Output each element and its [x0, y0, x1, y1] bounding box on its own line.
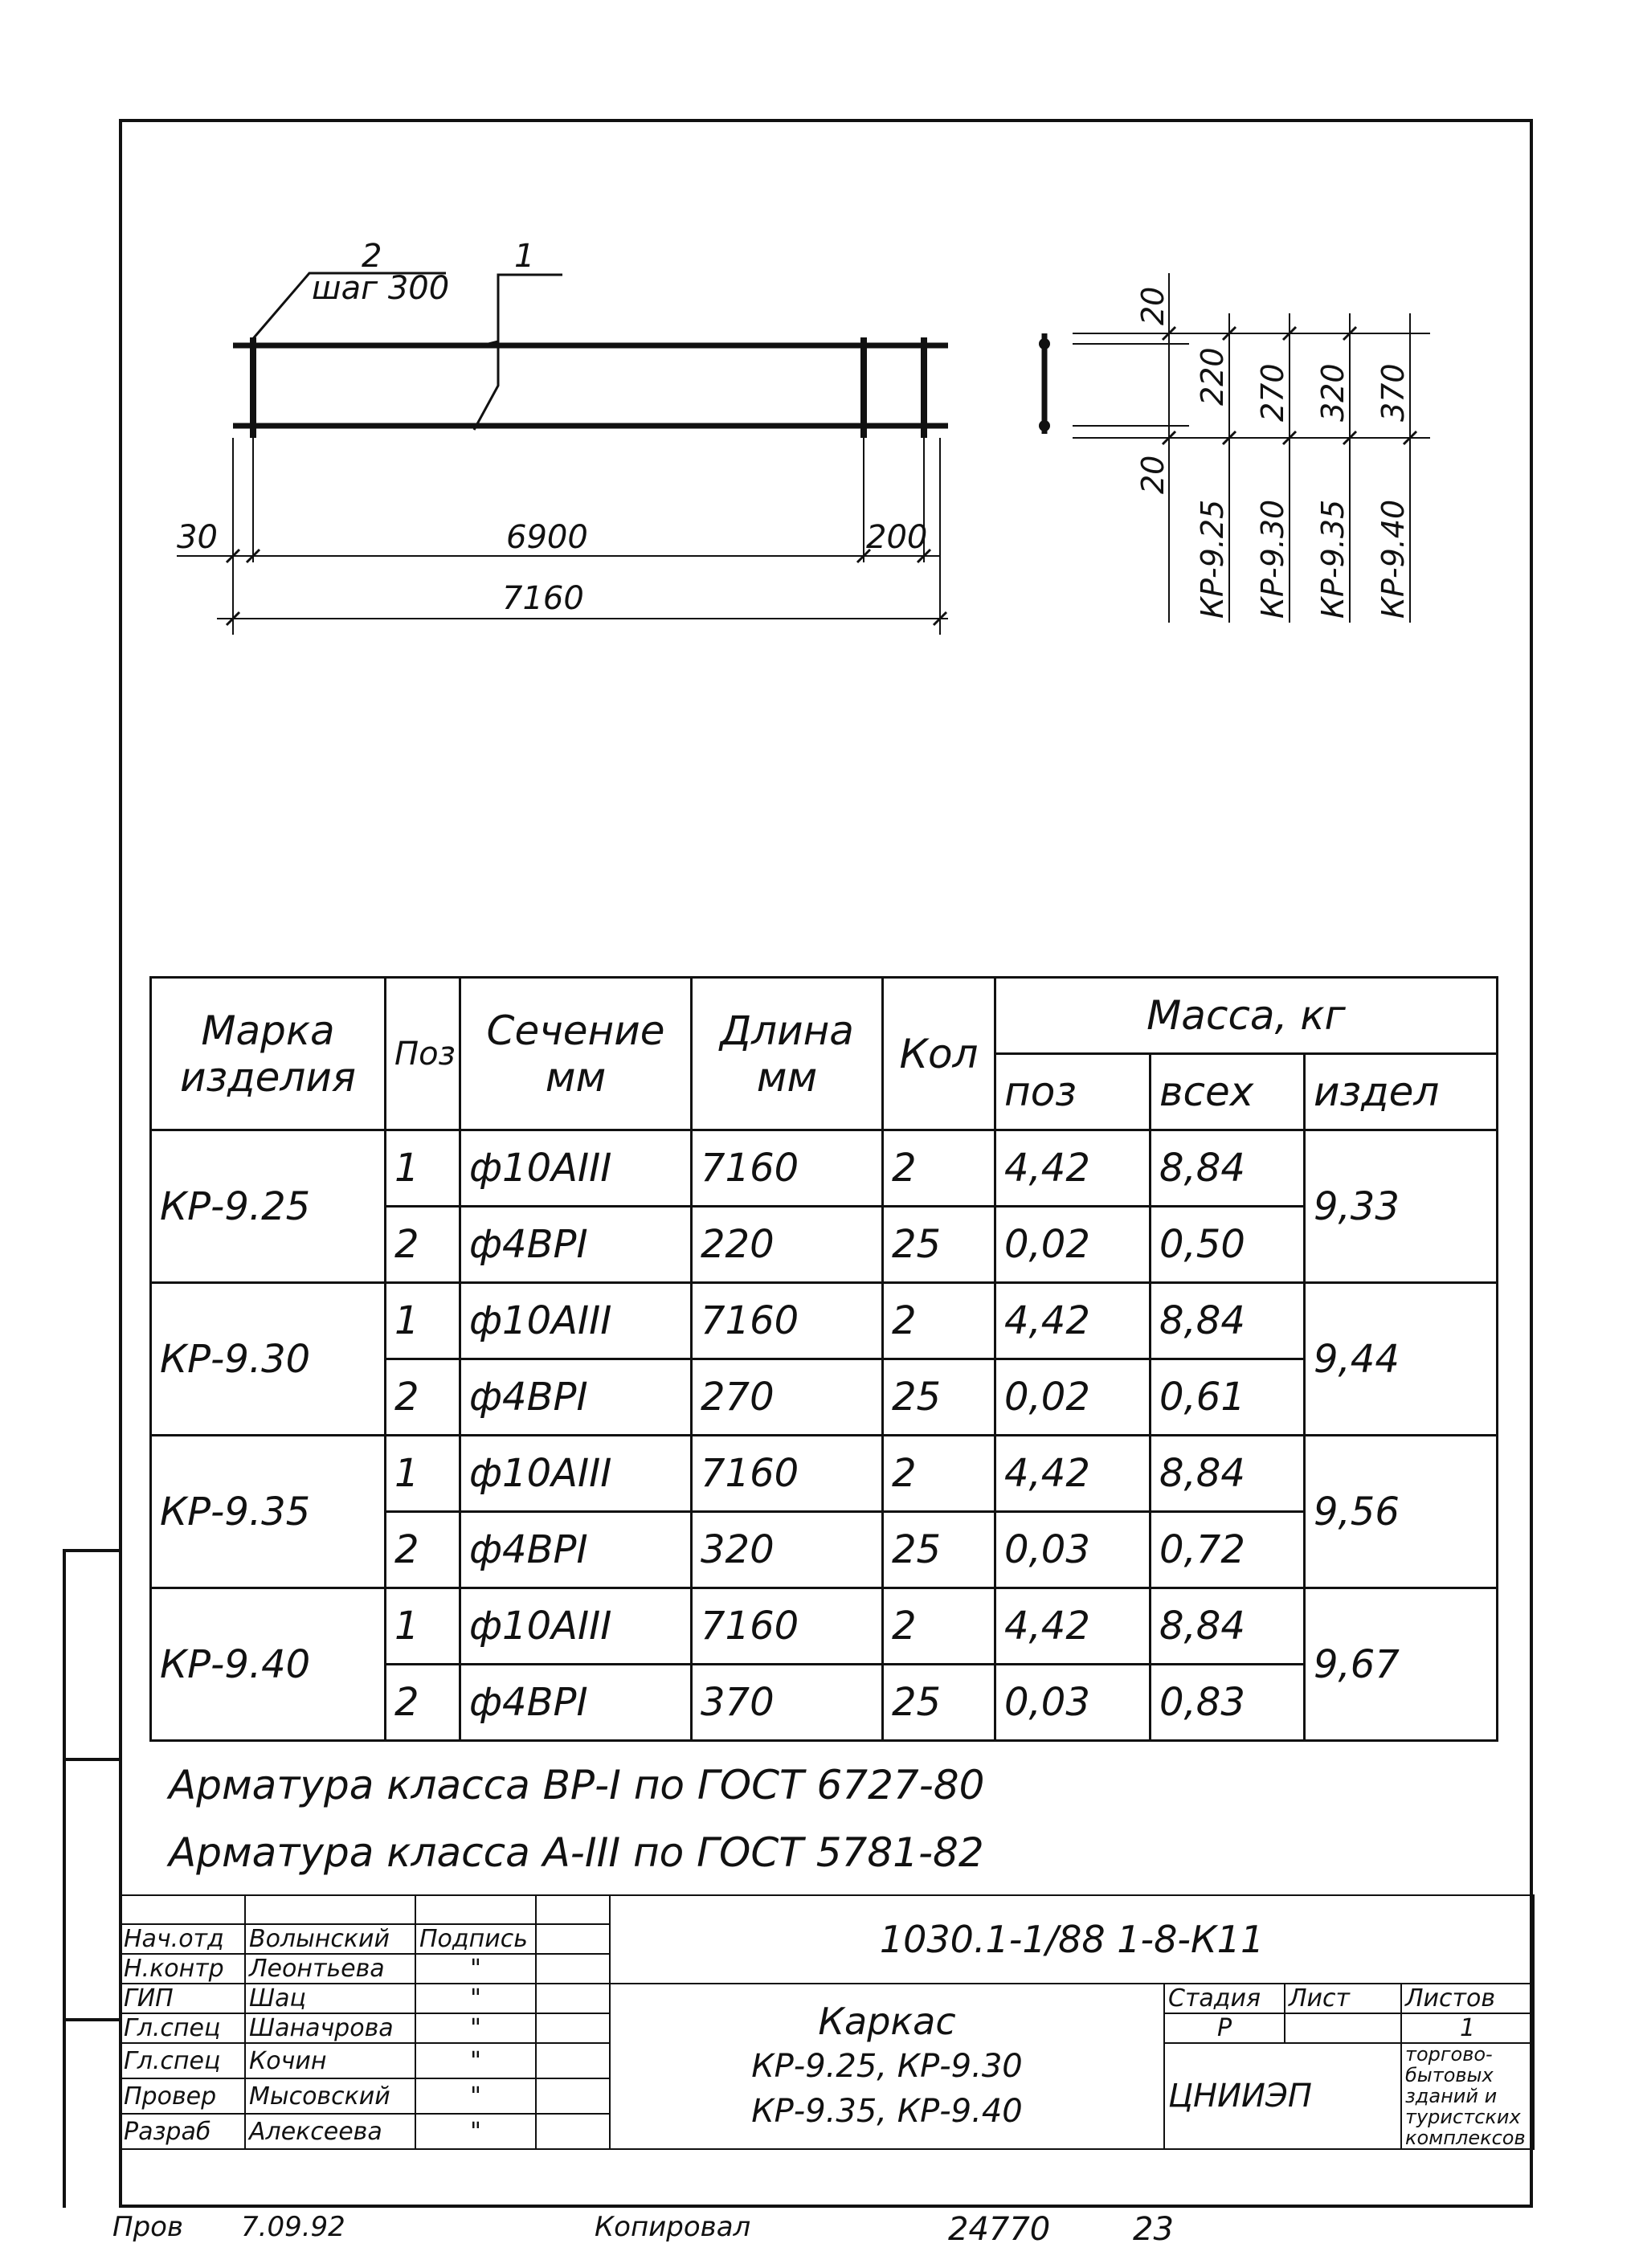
section-cell: ф4ВРI — [460, 1512, 692, 1588]
left-sidebar-stamp — [63, 1549, 119, 2208]
mass-item-cell: 9,56 — [1305, 1436, 1498, 1588]
stamp-role: Разраб — [120, 2114, 245, 2149]
qty-cell: 25 — [883, 1359, 995, 1436]
qty-cell: 25 — [883, 1665, 995, 1741]
stage-value: Р — [1164, 2013, 1285, 2043]
length-cell: 7160 — [692, 1588, 883, 1665]
header-mass-item: издел — [1305, 1054, 1498, 1130]
header-mass: Масса, кг — [995, 978, 1498, 1054]
organization-description: торгово-бытовых зданий и туристских комплексов — [1401, 2043, 1534, 2149]
drawing-subtitle: КР-9.35, КР-9.40 — [751, 2093, 1023, 2130]
mass-pos-cell: 4,42 — [995, 1588, 1151, 1665]
section-cell: ф10АIII — [460, 1588, 692, 1665]
sheets-label: Листов — [1401, 1984, 1534, 2013]
section-dim-top: 20 — [1135, 286, 1171, 325]
header-section: Сечение мм — [460, 978, 692, 1130]
qty-cell: 25 — [883, 1207, 995, 1283]
note-line: Арматура класса ВР-I по ГОСТ 6727-80 — [169, 1762, 985, 1808]
stamp-sign: " — [415, 2013, 536, 2043]
mass-all-cell: 0,83 — [1151, 1665, 1305, 1741]
stamp-role: Провер — [120, 2078, 245, 2114]
mark-cell: КР-9.35 — [151, 1436, 386, 1588]
dim-right: 200 — [866, 519, 928, 556]
stamp-role: Гл.спец — [120, 2013, 245, 2043]
stamp-name: Шац — [245, 1984, 415, 2013]
header-mass-all: всех — [1151, 1054, 1305, 1130]
cross-section-drawing — [0, 0, 1639, 723]
header-mark: Марка изделия — [151, 978, 386, 1130]
mark-cell: КР-9.30 — [151, 1283, 386, 1436]
header-pos: Поз — [386, 978, 460, 1130]
dim-total: 7160 — [502, 580, 584, 617]
footer-copied: Копировал — [595, 2211, 751, 2243]
pos-cell: 2 — [386, 1359, 460, 1436]
stamp-name: Кочин — [245, 2043, 415, 2078]
drawing-title-cell — [610, 1984, 1164, 2149]
stamp-role: Гл.спец — [120, 2043, 245, 2078]
callout-pos1: 1 — [514, 238, 535, 275]
mass-all-cell: 8,84 — [1151, 1283, 1305, 1359]
pos-cell: 1 — [386, 1283, 460, 1359]
stamp-sign: " — [415, 2043, 536, 2078]
mass-pos-cell: 0,02 — [995, 1359, 1151, 1436]
drawing-subtitle: КР-9.25, КР-9.30 — [751, 2048, 1023, 2085]
pos-cell: 2 — [386, 1512, 460, 1588]
notes — [169, 1751, 984, 1886]
mark-cell: КР-9.25 — [151, 1130, 386, 1283]
header-length: Длина мм — [692, 978, 883, 1130]
mass-item-cell: 9,44 — [1305, 1283, 1498, 1436]
length-cell: 7160 — [692, 1283, 883, 1359]
callout-step: шаг 300 — [312, 270, 450, 307]
sheet-label: Лист — [1285, 1984, 1401, 2013]
mark-cell: КР-9.40 — [151, 1588, 386, 1741]
mass-pos-cell: 0,03 — [995, 1665, 1151, 1741]
mass-pos-cell: 4,42 — [995, 1130, 1151, 1207]
table-row — [151, 1283, 1498, 1359]
section-cell: ф4ВРI — [460, 1359, 692, 1436]
stamp-name: Волынский — [245, 1924, 415, 1954]
stamp-sign: " — [415, 1984, 536, 2013]
section-dim-bottom: 20 — [1135, 455, 1171, 494]
stamp-sign: " — [415, 2078, 536, 2114]
section-dim: 220 — [1195, 347, 1230, 406]
length-cell: 320 — [692, 1512, 883, 1588]
callout-pos2: 2 — [362, 238, 382, 275]
footer-date: 7.09.92 — [241, 2211, 345, 2243]
mass-all-cell: 0,72 — [1151, 1512, 1305, 1588]
footer-number: 24770 — [948, 2211, 1051, 2248]
section-cell: ф10АIII — [460, 1130, 692, 1207]
header-mass-pos: поз — [995, 1054, 1151, 1130]
stamp-name: Алексеева — [245, 2114, 415, 2149]
header-qty: Кол — [883, 978, 995, 1130]
dim-middle: 6900 — [506, 519, 588, 556]
section-mark: КР-9.25 — [1195, 499, 1230, 619]
footer-page: 23 — [1133, 2211, 1174, 2248]
section-mark: КР-9.35 — [1315, 499, 1351, 619]
sidebar-divider — [66, 2018, 122, 2021]
length-cell: 7160 — [692, 1130, 883, 1207]
stamp-name: Мысовский — [245, 2078, 415, 2114]
sheet-value — [1285, 2013, 1401, 2043]
organization: ЦНИИЭП — [1164, 2043, 1401, 2149]
mass-item-cell: 9,67 — [1305, 1588, 1498, 1741]
note-line: Арматура класса А-III по ГОСТ 5781-82 — [169, 1829, 984, 1876]
section-cell: ф4ВРI — [460, 1207, 692, 1283]
section-cell: ф4ВРI — [460, 1665, 692, 1741]
mass-all-cell: 8,84 — [1151, 1588, 1305, 1665]
table-row — [151, 1436, 1498, 1512]
mass-all-cell: 8,84 — [1151, 1130, 1305, 1207]
mass-pos-cell: 4,42 — [995, 1283, 1151, 1359]
pos-cell: 1 — [386, 1130, 460, 1207]
stamp-role: Н.контр — [120, 1954, 245, 1984]
mass-pos-cell: 0,03 — [995, 1512, 1151, 1588]
pos-cell: 2 — [386, 1207, 460, 1283]
cross-section-svg — [0, 0, 1639, 723]
mass-pos-cell: 0,02 — [995, 1207, 1151, 1283]
drawing-title: Каркас — [818, 2000, 956, 2043]
length-cell: 7160 — [692, 1436, 883, 1512]
table-row — [151, 1130, 1498, 1207]
mass-all-cell: 8,84 — [1151, 1436, 1305, 1512]
footer-left: Пров — [112, 2211, 183, 2243]
pos-cell: 1 — [386, 1588, 460, 1665]
title-block — [119, 1894, 1535, 2150]
length-cell: 270 — [692, 1359, 883, 1436]
qty-cell: 2 — [883, 1130, 995, 1207]
section-mark: КР-9.30 — [1255, 499, 1290, 619]
stage-label: Стадия — [1164, 1984, 1285, 2013]
sidebar-divider — [66, 1758, 122, 1761]
section-dim: 370 — [1375, 363, 1411, 422]
length-cell: 220 — [692, 1207, 883, 1283]
mass-all-cell: 0,61 — [1151, 1359, 1305, 1436]
sheets-value: 1 — [1401, 2013, 1534, 2043]
length-cell: 370 — [692, 1665, 883, 1741]
stamp-role: ГИП — [120, 1984, 245, 2013]
mass-item-cell: 9,33 — [1305, 1130, 1498, 1283]
specification-table — [149, 976, 1498, 1742]
dim-left: 30 — [177, 519, 218, 556]
stamp-name: Шаначрова — [245, 2013, 415, 2043]
section-dim: 320 — [1315, 363, 1351, 422]
table-row — [151, 1588, 1498, 1665]
qty-cell: 2 — [883, 1588, 995, 1665]
qty-cell: 2 — [883, 1283, 995, 1359]
signature-header: Подпись — [415, 1924, 536, 1954]
section-mark: КР-9.40 — [1375, 499, 1411, 619]
mass-pos-cell: 4,42 — [995, 1436, 1151, 1512]
pos-cell: 2 — [386, 1665, 460, 1741]
mass-all-cell: 0,50 — [1151, 1207, 1305, 1283]
section-dim: 270 — [1255, 363, 1290, 422]
stamp-sign: " — [415, 1954, 536, 1984]
qty-cell: 25 — [883, 1512, 995, 1588]
pos-cell: 1 — [386, 1436, 460, 1512]
section-cell: ф10АIII — [460, 1436, 692, 1512]
stamp-sign: " — [415, 2114, 536, 2149]
drawing-code: 1030.1-1/88 1-8-К11 — [610, 1895, 1534, 1984]
stamp-role: Нач.отд — [120, 1924, 245, 1954]
section-cell: ф10АIII — [460, 1283, 692, 1359]
stamp-name: Леонтьева — [245, 1954, 415, 1984]
qty-cell: 2 — [883, 1436, 995, 1512]
